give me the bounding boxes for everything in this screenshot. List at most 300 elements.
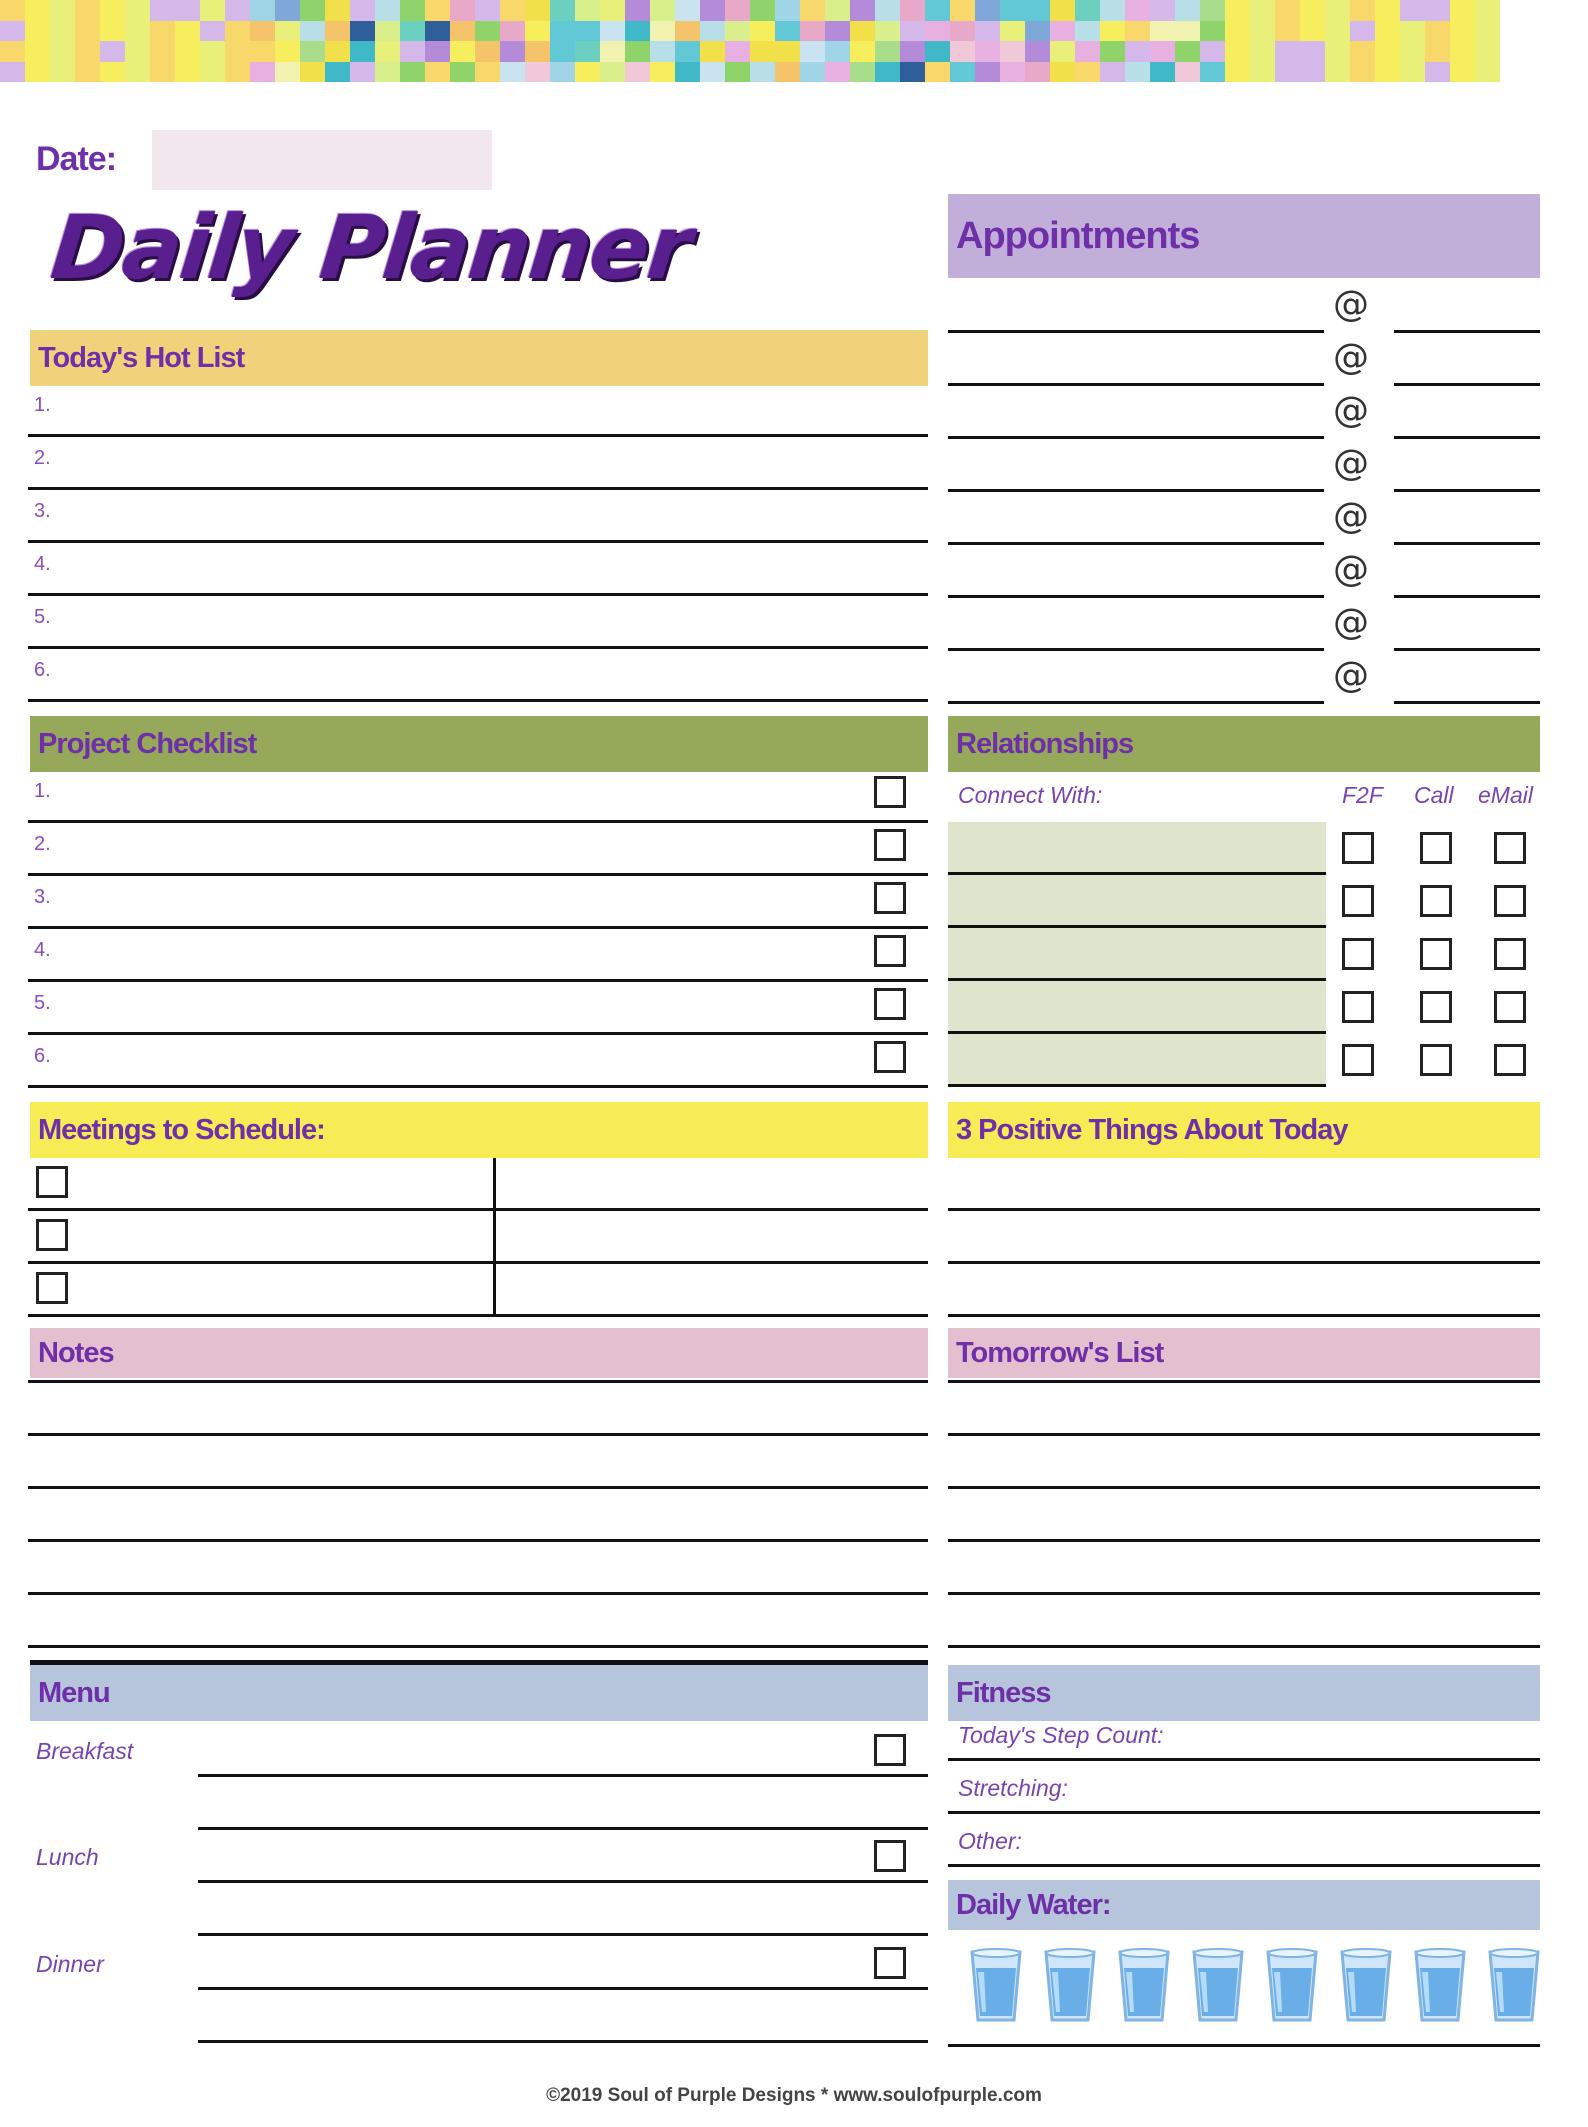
- mosaic-tile: [1225, 0, 1250, 21]
- mosaic-tile: [1075, 41, 1100, 62]
- mosaic-tile: [650, 21, 675, 42]
- mosaic-tile: [400, 0, 425, 21]
- mosaic-tile: [1050, 0, 1075, 21]
- appointment-time-line[interactable]: [1394, 595, 1540, 598]
- positive-line[interactable]: [948, 1261, 1540, 1264]
- mosaic-tile: [750, 0, 775, 21]
- mosaic-tile: [275, 21, 300, 42]
- mosaic-tile: [200, 0, 225, 21]
- mosaic-tile: [575, 0, 600, 21]
- mosaic-tile: [1175, 41, 1200, 62]
- project-item-checkbox[interactable]: [874, 935, 906, 967]
- mosaic-tile: [450, 41, 475, 62]
- mosaic-tile: [1225, 62, 1250, 83]
- mosaic-tile: [900, 21, 925, 42]
- mosaic-tile: [500, 62, 525, 83]
- hot-list-item-line[interactable]: [28, 434, 928, 437]
- mosaic-tile: [550, 62, 575, 83]
- appointment-line[interactable]: [948, 436, 1324, 439]
- project-item-checkbox[interactable]: [874, 882, 906, 914]
- water-header: [948, 1880, 1540, 1930]
- email-checkbox[interactable]: [1494, 832, 1526, 864]
- mosaic-tile: [1275, 0, 1300, 21]
- project-item-number: 3.: [34, 886, 51, 908]
- mosaic-tile: [775, 41, 800, 62]
- mosaic-tile: [1175, 0, 1200, 21]
- mosaic-tile: [1400, 21, 1425, 42]
- mosaic-tile: [1050, 21, 1075, 42]
- positive-line[interactable]: [948, 1314, 1540, 1317]
- meal-line[interactable]: [198, 2040, 928, 2043]
- mosaic-tile: [1400, 0, 1425, 21]
- mosaic-tile: [1350, 0, 1375, 21]
- mosaic-tile: [1150, 41, 1175, 62]
- water-glass-icon[interactable]: [1412, 1946, 1468, 2024]
- meal-line[interactable]: [198, 1880, 928, 1883]
- appointment-line[interactable]: [948, 542, 1324, 545]
- mosaic-tile: [250, 21, 275, 42]
- mosaic-tile: [200, 62, 225, 83]
- mosaic-tile: [450, 0, 475, 21]
- project-item-checkbox[interactable]: [874, 1041, 906, 1073]
- call-checkbox[interactable]: [1420, 991, 1452, 1023]
- mosaic-tile: [1300, 62, 1325, 83]
- mosaic-tile: [1350, 41, 1375, 62]
- appointments-header: [948, 194, 1540, 278]
- connect-with-field[interactable]: [948, 928, 1326, 978]
- mosaic-tile: [1125, 21, 1150, 42]
- mosaic-tile: [175, 62, 200, 83]
- appointment-time-line[interactable]: [1394, 436, 1540, 439]
- notes-line[interactable]: [28, 1539, 928, 1542]
- mosaic-tile: [100, 41, 125, 62]
- mosaic-tile: [700, 21, 725, 42]
- mosaic-tile: [625, 62, 650, 83]
- fitness-line[interactable]: [948, 1864, 1540, 1867]
- mosaic-tile: [150, 41, 175, 62]
- positive-header: [948, 1102, 1540, 1158]
- call-checkbox[interactable]: [1420, 832, 1452, 864]
- mosaic-tile: [25, 41, 50, 62]
- water-glass-icon[interactable]: [1338, 1946, 1394, 2024]
- appointments-title: Appointments: [956, 214, 1200, 257]
- mosaic-tile: [1225, 21, 1250, 42]
- mosaic-tile: [850, 41, 875, 62]
- meeting-line[interactable]: [28, 1208, 928, 1211]
- mosaic-tile: [1175, 62, 1200, 83]
- meal-checkbox[interactable]: [874, 1947, 906, 1979]
- mosaic-tile: [1000, 41, 1025, 62]
- mosaic-tile: [1000, 62, 1025, 83]
- appointment-at-symbol: @: [1333, 496, 1369, 537]
- mosaic-tile: [900, 0, 925, 21]
- mosaic-tile: [1450, 41, 1475, 62]
- f2f-column-label: F2F: [1342, 782, 1383, 808]
- tomorrow-line[interactable]: [948, 1645, 1540, 1648]
- mosaic-tile: [1300, 0, 1325, 21]
- mosaic-tile: [425, 21, 450, 42]
- notes-title: Notes: [38, 1336, 114, 1369]
- mosaic-tile: [1350, 21, 1375, 42]
- mosaic-tile: [0, 62, 25, 83]
- mosaic-tile: [425, 62, 450, 83]
- mosaic-tile: [1025, 21, 1050, 42]
- mosaic-tile: [1375, 41, 1400, 62]
- project-checklist-header: [30, 716, 928, 772]
- email-column-label: eMail: [1478, 782, 1533, 808]
- f2f-checkbox[interactable]: [1342, 885, 1374, 917]
- mosaic-tile: [1350, 62, 1375, 83]
- appointment-time-line[interactable]: [1394, 330, 1540, 333]
- mosaic-tile: [375, 0, 400, 21]
- mosaic-tile: [50, 41, 75, 62]
- header-mosaic-banner: [0, 0, 1500, 82]
- mosaic-tile: [25, 0, 50, 21]
- hot-list-item-number: 2.: [34, 447, 51, 469]
- hot-list-header: [30, 330, 928, 386]
- mosaic-tile: [575, 21, 600, 42]
- mosaic-tile: [400, 21, 425, 42]
- tomorrow-line[interactable]: [948, 1380, 1540, 1383]
- project-item-checkbox[interactable]: [874, 829, 906, 861]
- mosaic-tile: [425, 41, 450, 62]
- mosaic-tile: [575, 41, 600, 62]
- fitness-line[interactable]: [948, 1758, 1540, 1761]
- hot-list-item-line[interactable]: [28, 646, 928, 649]
- appointment-at-symbol: @: [1333, 602, 1369, 643]
- mosaic-tile: [125, 21, 150, 42]
- connect-with-field[interactable]: [948, 875, 1326, 925]
- water-glass-icon[interactable]: [1264, 1946, 1320, 2024]
- mosaic-tile: [550, 21, 575, 42]
- tomorrow-line[interactable]: [948, 1539, 1540, 1542]
- meal-line[interactable]: [198, 1774, 928, 1777]
- mosaic-tile: [775, 62, 800, 83]
- mosaic-tile: [825, 41, 850, 62]
- connect-with-line: [948, 1084, 1326, 1087]
- mosaic-tile: [75, 62, 100, 83]
- project-item-checkbox[interactable]: [874, 776, 906, 808]
- meeting-line[interactable]: [28, 1261, 928, 1264]
- connect-with-field[interactable]: [948, 1034, 1326, 1084]
- mosaic-tile: [900, 62, 925, 83]
- mosaic-tile: [1125, 0, 1150, 21]
- mosaic-tile: [525, 21, 550, 42]
- hot-list-item-number: 1.: [34, 394, 51, 416]
- hot-list-item-line[interactable]: [28, 593, 928, 596]
- mosaic-tile: [1375, 21, 1400, 42]
- appointment-line[interactable]: [948, 330, 1324, 333]
- meeting-checkbox[interactable]: [36, 1219, 68, 1251]
- email-checkbox[interactable]: [1494, 885, 1526, 917]
- email-checkbox[interactable]: [1494, 938, 1526, 970]
- mosaic-tile: [475, 62, 500, 83]
- meal-checkbox[interactable]: [874, 1734, 906, 1766]
- mosaic-tile: [1200, 0, 1225, 21]
- f2f-checkbox[interactable]: [1342, 938, 1374, 970]
- mosaic-tile: [825, 0, 850, 21]
- mosaic-tile: [975, 0, 1000, 21]
- mosaic-tile: [700, 0, 725, 21]
- mosaic-tile: [1100, 41, 1125, 62]
- mosaic-tile: [325, 21, 350, 42]
- mosaic-tile: [1250, 62, 1275, 83]
- mosaic-tile: [925, 41, 950, 62]
- meeting-checkbox[interactable]: [36, 1166, 68, 1198]
- mosaic-tile: [825, 62, 850, 83]
- meeting-line[interactable]: [28, 1314, 928, 1317]
- connect-with-label: Connect With:: [958, 782, 1103, 808]
- mosaic-tile: [500, 41, 525, 62]
- mosaic-tile: [375, 62, 400, 83]
- f2f-checkbox[interactable]: [1342, 991, 1374, 1023]
- meal-line[interactable]: [198, 1827, 928, 1830]
- meal-checkbox[interactable]: [874, 1840, 906, 1872]
- mosaic-tile: [125, 62, 150, 83]
- mosaic-tile: [150, 21, 175, 42]
- call-checkbox[interactable]: [1420, 1044, 1452, 1076]
- mosaic-tile: [0, 0, 25, 21]
- appointment-at-symbol: @: [1333, 284, 1369, 325]
- mosaic-tile: [475, 41, 500, 62]
- fitness-header: [948, 1665, 1540, 1721]
- hot-list-item-number: 4.: [34, 553, 51, 575]
- mosaic-tile: [1025, 62, 1050, 83]
- water-glass-icon[interactable]: [1190, 1946, 1246, 2024]
- project-item-line[interactable]: [28, 926, 928, 929]
- meetings-header: [30, 1102, 928, 1158]
- mosaic-tile: [550, 41, 575, 62]
- water-glass-icon[interactable]: [1042, 1946, 1098, 2024]
- water-glass-icon[interactable]: [1486, 1946, 1542, 2024]
- mosaic-tile: [1025, 0, 1050, 21]
- mosaic-tile: [675, 21, 700, 42]
- mosaic-tile: [175, 0, 200, 21]
- mosaic-tile: [200, 41, 225, 62]
- mosaic-tile: [400, 62, 425, 83]
- notes-line[interactable]: [28, 1592, 928, 1595]
- notes-line[interactable]: [28, 1380, 928, 1383]
- appointment-at-symbol: @: [1333, 443, 1369, 484]
- meal-line[interactable]: [198, 1933, 928, 1936]
- water-bottom-line: [948, 2044, 1540, 2047]
- mosaic-tile: [775, 21, 800, 42]
- mosaic-tile: [700, 62, 725, 83]
- mosaic-tile: [375, 21, 400, 42]
- meal-label-lunch: Lunch: [36, 1844, 99, 1870]
- mosaic-tile: [125, 0, 150, 21]
- project-item-line[interactable]: [28, 820, 928, 823]
- mosaic-tile: [375, 41, 400, 62]
- mosaic-tile: [100, 62, 125, 83]
- mosaic-tile: [800, 0, 825, 21]
- mosaic-tile: [175, 21, 200, 42]
- mosaic-tile: [75, 41, 100, 62]
- fitness-title: Fitness: [956, 1676, 1051, 1709]
- appointment-at-symbol: @: [1333, 390, 1369, 431]
- mosaic-tile: [850, 21, 875, 42]
- email-checkbox[interactable]: [1494, 1044, 1526, 1076]
- mosaic-tile: [925, 21, 950, 42]
- mosaic-tile: [250, 41, 275, 62]
- tomorrow-line[interactable]: [948, 1486, 1540, 1489]
- f2f-checkbox[interactable]: [1342, 832, 1374, 864]
- mosaic-tile: [150, 62, 175, 83]
- mosaic-tile: [1450, 62, 1475, 83]
- mosaic-tile: [1275, 21, 1300, 42]
- mosaic-tile: [0, 41, 25, 62]
- mosaic-tile: [725, 62, 750, 83]
- mosaic-tile: [1075, 62, 1100, 83]
- mosaic-tile: [475, 0, 500, 21]
- mosaic-tile: [125, 41, 150, 62]
- mosaic-tile: [450, 62, 475, 83]
- project-item-line[interactable]: [28, 1085, 928, 1088]
- f2f-checkbox[interactable]: [1342, 1044, 1374, 1076]
- meal-label-dinner: Dinner: [36, 1951, 104, 1977]
- mosaic-tile: [875, 62, 900, 83]
- mosaic-tile: [625, 41, 650, 62]
- mosaic-tile: [725, 21, 750, 42]
- project-item-number: 2.: [34, 833, 51, 855]
- appointment-line[interactable]: [948, 383, 1324, 386]
- mosaic-tile: [1150, 0, 1175, 21]
- project-item-checkbox[interactable]: [874, 988, 906, 1020]
- appointment-time-line[interactable]: [1394, 542, 1540, 545]
- appointment-time-line[interactable]: [1394, 701, 1540, 704]
- mosaic-tile: [900, 41, 925, 62]
- meetings-title: Meetings to Schedule:: [38, 1113, 325, 1146]
- relationships-header: [948, 716, 1540, 772]
- mosaic-tile: [650, 62, 675, 83]
- mosaic-tile: [200, 21, 225, 42]
- mosaic-tile: [1300, 21, 1325, 42]
- mosaic-tile: [525, 0, 550, 21]
- appointment-time-line[interactable]: [1394, 648, 1540, 651]
- mosaic-tile: [25, 62, 50, 83]
- tomorrow-line[interactable]: [948, 1592, 1540, 1595]
- call-checkbox[interactable]: [1420, 885, 1452, 917]
- email-checkbox[interactable]: [1494, 991, 1526, 1023]
- mosaic-tile: [1325, 0, 1350, 21]
- mosaic-tile: [625, 0, 650, 21]
- notes-line[interactable]: [28, 1645, 928, 1648]
- meal-label-breakfast: Breakfast: [36, 1738, 134, 1764]
- fitness-line[interactable]: [948, 1811, 1540, 1814]
- mosaic-tile: [1250, 41, 1275, 62]
- mosaic-tile: [325, 0, 350, 21]
- meal-line[interactable]: [198, 1987, 928, 1990]
- appointment-at-symbol: @: [1333, 337, 1369, 378]
- mosaic-tile: [1125, 62, 1150, 83]
- mosaic-tile: [1300, 41, 1325, 62]
- mosaic-tile: [1475, 41, 1500, 62]
- call-checkbox[interactable]: [1420, 938, 1452, 970]
- mosaic-tile: [0, 21, 25, 42]
- mosaic-tile: [725, 41, 750, 62]
- appointment-time-line[interactable]: [1394, 489, 1540, 492]
- appointment-line[interactable]: [948, 595, 1324, 598]
- project-item-line[interactable]: [28, 979, 928, 982]
- date-field[interactable]: [152, 130, 492, 190]
- mosaic-tile: [275, 0, 300, 21]
- tomorrow-title: Tomorrow's List: [956, 1336, 1164, 1369]
- mosaic-tile: [1450, 0, 1475, 21]
- connect-with-field[interactable]: [948, 822, 1326, 872]
- mosaic-tile: [800, 62, 825, 83]
- mosaic-tile: [250, 62, 275, 83]
- appointment-line[interactable]: [948, 648, 1324, 651]
- mosaic-tile: [1425, 62, 1450, 83]
- hot-list-item-line[interactable]: [28, 487, 928, 490]
- mosaic-tile: [300, 21, 325, 42]
- mosaic-tile: [475, 21, 500, 42]
- mosaic-tile: [1100, 21, 1125, 42]
- tomorrow-line[interactable]: [948, 1433, 1540, 1436]
- mosaic-tile: [350, 41, 375, 62]
- hot-list-item-number: 3.: [34, 500, 51, 522]
- project-item-line[interactable]: [28, 1032, 928, 1035]
- mosaic-tile: [1075, 21, 1100, 42]
- mosaic-tile: [150, 0, 175, 21]
- mosaic-tile: [1375, 62, 1400, 83]
- mosaic-tile: [225, 62, 250, 83]
- mosaic-tile: [50, 62, 75, 83]
- meeting-checkbox[interactable]: [36, 1272, 68, 1304]
- mosaic-tile: [100, 21, 125, 42]
- appointment-at-symbol: @: [1333, 549, 1369, 590]
- appointment-line[interactable]: [948, 489, 1324, 492]
- mosaic-tile: [300, 0, 325, 21]
- mosaic-tile: [1325, 62, 1350, 83]
- connect-with-field[interactable]: [948, 981, 1326, 1031]
- mosaic-tile: [1275, 62, 1300, 83]
- mosaic-tile: [1100, 62, 1125, 83]
- mosaic-tile: [1425, 41, 1450, 62]
- mosaic-tile: [1150, 21, 1175, 42]
- mosaic-tile: [1050, 41, 1075, 62]
- mosaic-tile: [1325, 41, 1350, 62]
- mosaic-tile: [1050, 62, 1075, 83]
- water-glass-icon[interactable]: [968, 1946, 1024, 2024]
- hot-list-item-line[interactable]: [28, 540, 928, 543]
- mosaic-tile: [950, 0, 975, 21]
- mosaic-tile: [650, 41, 675, 62]
- appointment-time-line[interactable]: [1394, 383, 1540, 386]
- notes-line[interactable]: [28, 1486, 928, 1489]
- mosaic-tile: [225, 41, 250, 62]
- menu-header: [30, 1665, 928, 1721]
- mosaic-tile: [950, 21, 975, 42]
- mosaic-tile: [1200, 21, 1225, 42]
- project-item-number: 1.: [34, 780, 51, 802]
- mosaic-tile: [1425, 21, 1450, 42]
- call-column-label: Call: [1414, 782, 1454, 808]
- notes-line[interactable]: [28, 1433, 928, 1436]
- hot-list-item-number: 5.: [34, 606, 51, 628]
- hot-list-item-line[interactable]: [28, 699, 928, 702]
- mosaic-tile: [700, 41, 725, 62]
- project-item-line[interactable]: [28, 873, 928, 876]
- appointment-line[interactable]: [948, 701, 1324, 704]
- water-title: Daily Water:: [956, 1888, 1111, 1921]
- mosaic-tile: [1025, 41, 1050, 62]
- mosaic-tile: [350, 62, 375, 83]
- positive-line[interactable]: [948, 1208, 1540, 1211]
- water-glass-icon[interactable]: [1116, 1946, 1172, 2024]
- mosaic-tile: [600, 21, 625, 42]
- mosaic-tile: [1475, 21, 1500, 42]
